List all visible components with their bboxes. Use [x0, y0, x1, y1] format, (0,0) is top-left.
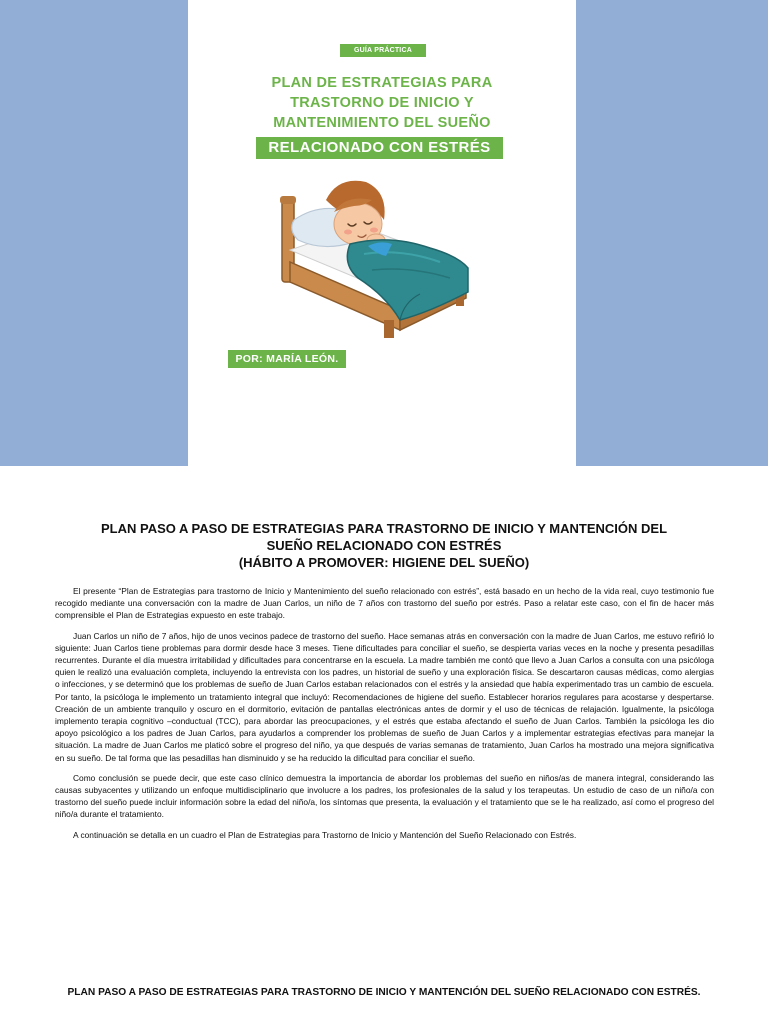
cover-title-line: TRASTORNO DE INICIO Y	[290, 95, 474, 111]
cover-page	[188, 0, 576, 466]
document-title-line: PLAN PASO A PASO DE ESTRATEGIAS PARA TRASTORNO DE INICIO Y MANTENCIÓN DEL	[100, 521, 668, 536]
guide-tag: GUÍA PRÁCTICA	[340, 44, 426, 57]
cover-title	[228, 73, 536, 133]
document-title-line: SUEÑO RELACIONADO CON ESTRÉS	[266, 538, 502, 553]
cover-title-line: MANTENIMIENTO DEL SUEÑO	[273, 115, 491, 131]
cover-subtitle-banner: RELACIONADO CON ESTRÉS	[256, 137, 503, 159]
author-tag: POR: MARÍA LEÓN.	[228, 350, 346, 368]
document-title-line: (HÁBITO A PROMOVER: HIGIENE DEL SUEÑO)	[238, 555, 530, 570]
paragraph-case: Juan Carlos un niño de 7 años, hijo de unos vecinos padece de trastorno del sueño. Hace semanas atrás en conversación con la madre de Juan Carlos, me estuvo refirió lo siguiente: Juan Carlos tiene problemas para dormir desde hace 3 meses. Tiene dificultades para conciliar el sueño, se despierta varias veces en la noche y presenta pesadillas recurrentes. Durante el día muestra irritabilidad y dificultades para concentrarse en la escuela. La madre también me contó que llevo a Juan Carlos a consulta con una psicóloga quien le realizó una evaluación completa, incluyendo la entrevista con los padres, un historial de sueño y una exploración física. Se descartaron causas médicas, como alergias o infecciones, y se determinó que los problemas de sueño de Juan Carlos estaban relacionados con el estrés y la ansiedad que había experimentado tras un cambio de escuela. Por tanto, la psicóloga le implemento un tratamiento integral que incluyó: Recomendaciones de higiene del sueño. Establecer horarios regulares para acostarse y despertarse. Creación de un ambiente tranquilo y oscuro en el dormitorio, evitación de pantallas electrónicas antes de dormir y el uso de técnicas de relajación. Igualmente, la psicóloga implemento terapia cognitivo –conductual (TCC), para abordar las preocupaciones, y el estrés que estaba afectando el sueño de Juan Carlos. También la psicóloga les dio apoyo psicológico a los padres de Juan Carlos, para ayudarlos a comprender los problemas de sueño de Juan Carlos y a implementar estrategias efectivas para manejar la situación. La madre de Juan Carlos me platicó sobre el progreso del niño, ya que después de varias semanas de tratamiento, Juan Carlos ha mostrado una mejora significativa en su sueño. De tal forma que las pesadillas han disminuido y se ha reducido la dificultad para conciliar el sueño.	[55, 630, 714, 763]
cover-title-line: PLAN DE ESTRATEGIAS PARA	[271, 75, 493, 91]
document-body	[55, 585, 714, 849]
paragraph-intro: El presente “Plan de Estrategias para trastorno de Inicio y Mantenimiento del sueño relacionado con estrés”, está basado en un hecho de la vida real, cuyo testimonio fue recogido mediante una conversación con la madre de Juan Carlos, un niño de 7 años con trastorno del sueño por estrés. Paso a relatar este caso, con el fin de hacer más comprensible el Plan de Estrategias expuesto en este trabajo.	[55, 586, 714, 621]
sleeping-child-in-bed-icon	[280, 170, 476, 340]
section-heading: PLAN PASO A PASO DE ESTRATEGIAS PARA TRASTORNO DE INICIO Y MANTENCIÓN DEL SUEÑO RELACIONADO CON ESTRÉS.	[67, 987, 701, 998]
paragraph-transition: A continuación se detalla en un cuadro el Plan de Estrategias para Trastorno de Inicio y Mantención del Sueño Relacionado con Estrés.	[73, 829, 577, 840]
document-title	[60, 520, 708, 571]
paragraph-conclusion: Como conclusión se puede decir, que este caso clínico demuestra la importancia de abordar los problemas del sueño en niños/as de manera integral, considerando las causas subyacentes y utilizando un enfoque multidisciplinario que involucre a los padres, los profesionales de la salud y los terapeutas. Un estudio de caso de un niño/a con trastorno del sueño puede incluir información sobre la edad del niño/a, los síntomas que presenta, la evaluación y el tratamiento que se le ha realizado, así como el progreso del niño/a durante el tratamiento.	[55, 772, 714, 820]
